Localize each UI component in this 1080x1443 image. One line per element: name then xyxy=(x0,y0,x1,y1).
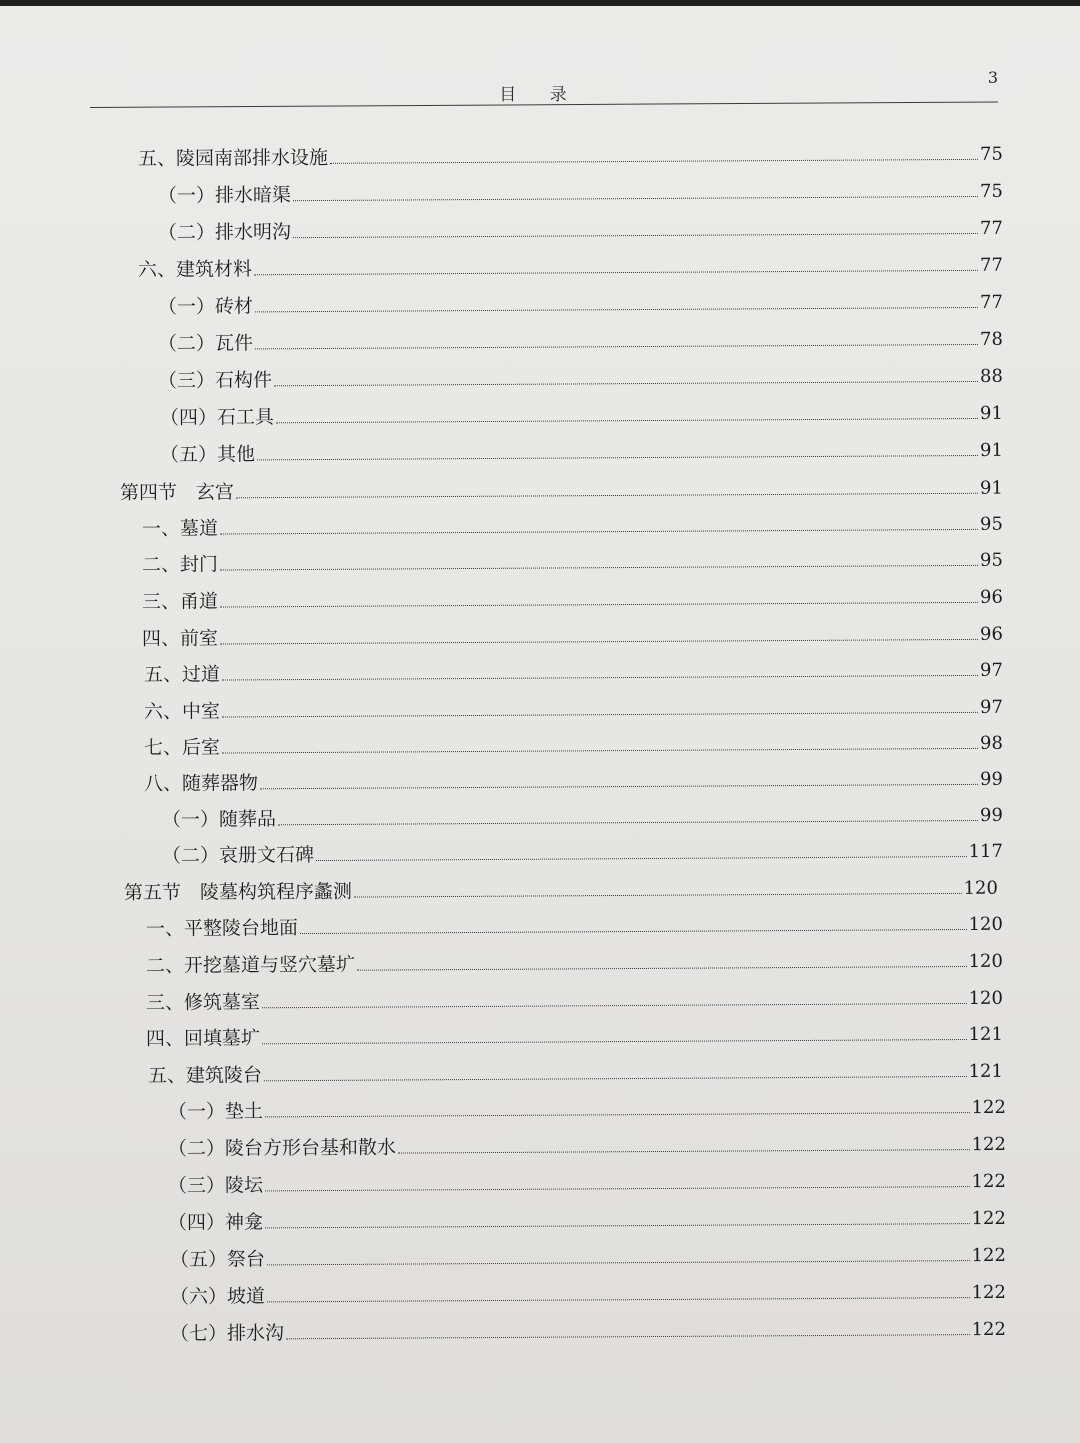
toc-entry xyxy=(158,324,1003,356)
toc-entry xyxy=(144,655,1003,687)
toc-entry-label: 八、随葬器物 xyxy=(143,772,259,795)
dot-leader xyxy=(260,784,978,789)
toc-entry-label: 二、开挖墓道与竖穴墓圹 xyxy=(145,953,356,977)
toc-entry xyxy=(146,946,1003,978)
dot-leader xyxy=(293,233,978,238)
toc-entry-page: 98 xyxy=(979,732,1003,754)
dot-leader xyxy=(257,455,978,460)
toc-entry xyxy=(158,361,1003,393)
toc-entry-page: 97 xyxy=(979,696,1003,718)
dot-leader xyxy=(262,1039,967,1044)
dot-leader xyxy=(255,344,978,349)
dot-leader xyxy=(265,1223,970,1228)
toc-entry xyxy=(168,1092,1006,1124)
toc-entry-page: 99 xyxy=(979,768,1003,790)
toc-entry-label: 六、中室 xyxy=(143,700,221,723)
toc-entry-page: 122 xyxy=(971,1207,1006,1230)
toc-entry xyxy=(142,509,1003,541)
dot-leader xyxy=(220,529,978,535)
dot-leader xyxy=(222,748,978,754)
toc-entry-label: 第五节 陵墓构筑程序蠡测 xyxy=(123,880,353,904)
dot-leader xyxy=(330,159,978,164)
toc-entry-label: （五）祭台 xyxy=(169,1248,266,1271)
toc-entry xyxy=(158,213,1003,245)
toc-entry xyxy=(168,1166,1006,1198)
dot-leader xyxy=(220,639,978,645)
dot-leader xyxy=(398,1149,970,1153)
toc-entry-label: 五、建筑陵台 xyxy=(147,1064,263,1087)
toc-entry xyxy=(124,873,998,905)
toc-entry xyxy=(138,139,1003,171)
toc-entry xyxy=(160,398,1003,430)
toc-entry-label: 一、平整陵台地面 xyxy=(145,917,299,940)
dot-leader xyxy=(354,893,962,898)
toc-entry xyxy=(160,435,1003,467)
toc-entry xyxy=(138,250,1003,282)
toc-entry-page: 78 xyxy=(979,328,1003,350)
toc-entry xyxy=(144,692,1003,724)
toc-entry xyxy=(170,1314,1006,1346)
toc-entry xyxy=(142,582,1003,614)
dot-leader xyxy=(274,381,978,386)
dot-leader xyxy=(278,820,978,825)
toc-entry-label: 三、修筑墓室 xyxy=(145,991,261,1014)
toc-entry-label: （一）随葬品 xyxy=(161,808,277,831)
toc-entry-page: 122 xyxy=(971,1133,1006,1156)
dot-leader xyxy=(220,602,978,608)
toc-entry-label: （一）排水暗渠 xyxy=(157,184,292,208)
dot-leader xyxy=(222,712,978,718)
running-header-title: 目 录 xyxy=(499,85,581,105)
toc-entry-page: 122 xyxy=(971,1244,1006,1267)
toc-entry xyxy=(158,287,1003,319)
toc-entry-page: 91 xyxy=(979,439,1003,461)
toc-entry-label: （二）陵台方形台基和散水 xyxy=(167,1136,397,1160)
toc-entry-label: 四、回填墓圹 xyxy=(145,1027,261,1050)
toc-entry xyxy=(168,1203,1006,1235)
toc-entry-label: 四、前室 xyxy=(141,627,219,650)
toc-entry-label: 五、过道 xyxy=(143,663,221,686)
toc-entry-label: （五）其他 xyxy=(159,443,256,467)
toc-entry xyxy=(142,619,1003,651)
toc-entry-label: 三、甬道 xyxy=(141,590,219,613)
dot-leader xyxy=(286,1334,970,1339)
toc-entry-page: 75 xyxy=(979,180,1003,202)
toc-entry-page: 91 xyxy=(979,402,1003,424)
toc-entry-page: 97 xyxy=(979,659,1003,681)
toc-entry-page: 122 xyxy=(971,1318,1006,1341)
toc-entry-label: 第四节 玄宫 xyxy=(119,481,235,505)
toc-entry-page: 121 xyxy=(968,1023,1003,1045)
dot-leader xyxy=(265,1112,970,1117)
toc-entry-label: 五、陵园南部排水设施 xyxy=(137,146,329,171)
toc-entry-page: 122 xyxy=(971,1170,1006,1193)
toc-entry xyxy=(148,1056,1003,1088)
toc-entry-page: 77 xyxy=(979,254,1003,276)
toc-entry-page: 95 xyxy=(979,549,1003,571)
toc-entry-page: 96 xyxy=(979,623,1003,645)
toc-entry-page: 122 xyxy=(971,1281,1006,1304)
page-number: 3 xyxy=(987,68,998,87)
dot-leader xyxy=(222,675,978,681)
toc-entry-label: （一）砖材 xyxy=(157,295,254,319)
toc-entry xyxy=(162,800,1003,832)
dot-leader xyxy=(264,1076,967,1081)
dot-leader xyxy=(220,565,978,571)
toc-entry-label: （七）排水沟 xyxy=(169,1322,285,1345)
toc-entry-label: （二）排水明沟 xyxy=(157,221,292,245)
toc-entry xyxy=(146,983,1003,1015)
toc-entry-label: （二）瓦件 xyxy=(157,332,254,356)
toc-entry-label: （一）垫土 xyxy=(167,1100,264,1123)
table-of-contents xyxy=(0,6,1080,1443)
toc-entry-page: 120 xyxy=(968,987,1003,1009)
toc-entry xyxy=(170,1277,1006,1309)
toc-entry xyxy=(162,836,1003,868)
dot-leader xyxy=(357,966,967,971)
toc-entry-page: 99 xyxy=(979,804,1003,827)
toc-entry-label: （六）坡道 xyxy=(169,1285,266,1308)
dot-leader xyxy=(300,929,967,934)
toc-entry xyxy=(146,1019,1003,1051)
toc-entry-page: 122 xyxy=(971,1096,1006,1119)
toc-entry-label: （三）石构件 xyxy=(157,369,273,393)
toc-entry-label: 七、后室 xyxy=(143,736,221,759)
toc-entry-label: 一、墓道 xyxy=(141,517,219,540)
toc-entry xyxy=(144,764,1003,796)
toc-entry-label: 二、封门 xyxy=(141,553,219,576)
toc-entry-page: 91 xyxy=(979,477,1003,499)
toc-entry-page: 120 xyxy=(963,877,998,899)
toc-entry-page: 77 xyxy=(979,217,1003,239)
dot-leader xyxy=(255,307,978,312)
toc-entry-page: 77 xyxy=(979,291,1003,313)
dot-leader xyxy=(276,418,978,423)
toc-entry-page: 75 xyxy=(979,143,1003,165)
toc-entry-label: （四）神龛 xyxy=(167,1211,264,1234)
book-page xyxy=(0,6,1080,1443)
dot-leader xyxy=(262,1003,967,1008)
dot-leader xyxy=(293,196,978,201)
toc-entry-label: （四）石工具 xyxy=(159,406,275,430)
toc-entry-page: 121 xyxy=(968,1060,1003,1082)
dot-leader xyxy=(316,856,967,861)
toc-entry xyxy=(146,909,1003,941)
toc-entry xyxy=(120,473,1003,505)
toc-entry xyxy=(158,176,1003,208)
toc-entry xyxy=(170,1240,1006,1272)
toc-entry xyxy=(144,728,1003,760)
toc-entry xyxy=(168,1129,1006,1161)
dot-leader xyxy=(236,493,978,499)
toc-entry-page: 120 xyxy=(968,950,1003,972)
toc-entry-page: 120 xyxy=(968,913,1003,935)
toc-entry-page: 117 xyxy=(968,840,1003,863)
toc-entry-page: 95 xyxy=(979,513,1003,535)
toc-entry-label: （二）哀册文石碑 xyxy=(161,844,315,867)
toc-entry-label: 六、建筑材料 xyxy=(137,258,253,282)
toc-entry-page: 96 xyxy=(979,586,1003,608)
toc-entry xyxy=(142,545,1003,577)
toc-entry-label: （三）陵坛 xyxy=(167,1174,264,1197)
dot-leader xyxy=(265,1186,970,1191)
toc-entry-page: 88 xyxy=(979,365,1003,387)
dot-leader xyxy=(267,1297,970,1302)
dot-leader xyxy=(267,1260,970,1265)
dot-leader xyxy=(254,270,978,275)
